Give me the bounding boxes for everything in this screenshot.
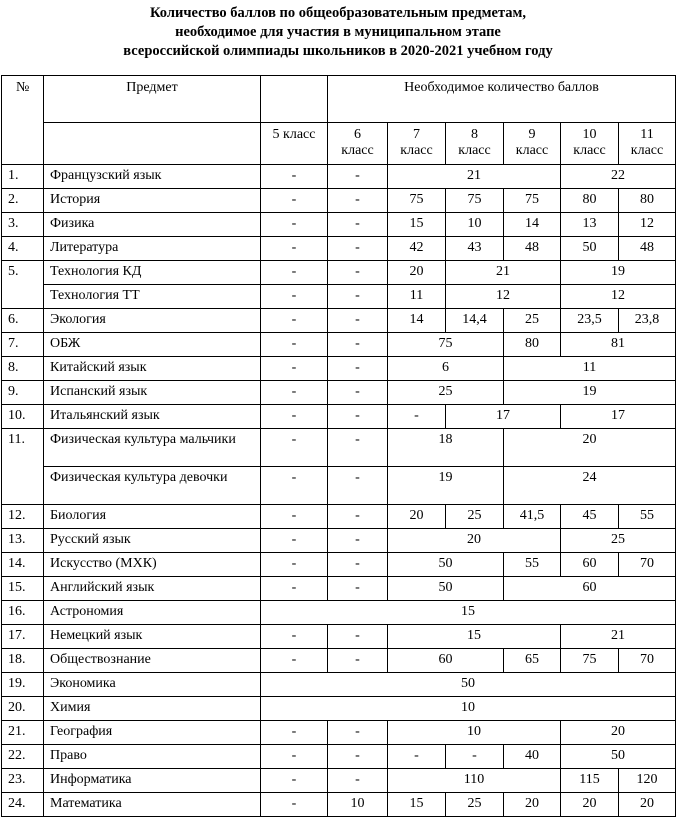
score-cell: 20 — [504, 793, 561, 817]
score-cell: 25 — [561, 529, 676, 553]
subject-name: Физическая культура мальчики — [44, 429, 261, 467]
table-row — [2, 381, 676, 405]
subject-name: История — [44, 189, 261, 213]
subject-name: Искусство (МХК) — [44, 553, 261, 577]
score-cell: 6 — [388, 357, 504, 381]
score-cell: 75 — [561, 649, 619, 673]
row-number: 16. — [2, 601, 44, 625]
table-row — [2, 697, 676, 721]
table-row — [2, 165, 676, 189]
header-grade-7: 7 класс — [388, 123, 446, 165]
subject-name: Биология — [44, 505, 261, 529]
score-cell: 13 — [561, 213, 619, 237]
score-cell: - — [328, 405, 388, 429]
table-row — [2, 429, 676, 467]
score-cell: 55 — [619, 505, 676, 529]
score-cell: 50 — [388, 577, 504, 601]
score-cell: 60 — [504, 577, 676, 601]
document-title — [0, 4, 676, 61]
subject-name: Французский язык — [44, 165, 261, 189]
score-cell: 19 — [561, 261, 676, 285]
score-cell: - — [328, 577, 388, 601]
row-number: 13. — [2, 529, 44, 553]
score-cell: 75 — [504, 189, 561, 213]
header-subject-sub — [44, 123, 261, 165]
score-cell: 55 — [504, 553, 561, 577]
row-number: 19. — [2, 673, 44, 697]
score-cell: - — [261, 285, 328, 309]
table-row — [2, 467, 676, 505]
score-cell: - — [328, 381, 388, 405]
score-cell: 15 — [388, 625, 561, 649]
subject-name: Английский язык — [44, 577, 261, 601]
score-cell: 21 — [561, 625, 676, 649]
score-cell: - — [328, 625, 388, 649]
score-cell: 14 — [388, 309, 446, 333]
score-cell: 60 — [561, 553, 619, 577]
table-row — [2, 745, 676, 769]
row-number: 8. — [2, 357, 44, 381]
table-row — [2, 529, 676, 553]
score-cell: 20 — [388, 261, 446, 285]
score-cell: 20 — [561, 793, 619, 817]
table-row — [2, 309, 676, 333]
score-cell: 50 — [561, 237, 619, 261]
row-number: 20. — [2, 697, 44, 721]
score-cell: 17 — [561, 405, 676, 429]
score-cell: 80 — [619, 189, 676, 213]
subject-name: География — [44, 721, 261, 745]
score-cell: 12 — [446, 285, 561, 309]
score-cell: - — [261, 237, 328, 261]
subject-name: Экономика — [44, 673, 261, 697]
score-cell: 24 — [504, 467, 676, 505]
score-cell: 42 — [388, 237, 446, 261]
header-grade-5: 5 класс — [261, 123, 328, 165]
score-cell: 70 — [619, 553, 676, 577]
row-number: 22. — [2, 745, 44, 769]
score-cell: 20 — [619, 793, 676, 817]
score-cell: - — [328, 333, 388, 357]
subject-name: Обществознание — [44, 649, 261, 673]
score-cell: - — [328, 467, 388, 505]
score-cell: - — [261, 649, 328, 673]
row-number: 3. — [2, 213, 44, 237]
score-cell: - — [328, 165, 388, 189]
score-cell: - — [328, 285, 388, 309]
subject-name: Экология — [44, 309, 261, 333]
score-cell: 15 — [261, 601, 676, 625]
score-cell: - — [328, 213, 388, 237]
score-cell: 12 — [619, 213, 676, 237]
table-row — [2, 625, 676, 649]
score-cell: 10 — [261, 697, 676, 721]
score-cell: 12 — [561, 285, 676, 309]
row-number: 6. — [2, 309, 44, 333]
score-cell: 15 — [388, 213, 446, 237]
subject-name: Физическая культура девочки — [44, 467, 261, 505]
score-cell: 50 — [561, 745, 676, 769]
score-cell: 45 — [561, 505, 619, 529]
score-cell: 15 — [388, 793, 446, 817]
score-cell: 25 — [388, 381, 504, 405]
score-cell: 21 — [446, 261, 561, 285]
title-line-1: Количество баллов по общеобразовательным предметам, — [150, 5, 526, 21]
score-cell: - — [261, 405, 328, 429]
score-cell: 21 — [388, 165, 561, 189]
header-grade-8: 8 класс — [446, 123, 504, 165]
table-row — [2, 333, 676, 357]
score-cell: - — [328, 309, 388, 333]
score-cell: - — [328, 649, 388, 673]
table-row — [2, 577, 676, 601]
score-cell: 19 — [504, 381, 676, 405]
score-cell: - — [328, 553, 388, 577]
subject-name: Итальянский язык — [44, 405, 261, 429]
score-cell: - — [261, 625, 328, 649]
score-cell: 65 — [504, 649, 561, 673]
score-cell: 22 — [561, 165, 676, 189]
score-cell: 25 — [446, 505, 504, 529]
score-cell: - — [388, 745, 446, 769]
score-cell: - — [261, 165, 328, 189]
table-row — [2, 721, 676, 745]
row-number: 5. — [2, 261, 44, 309]
score-cell: - — [328, 261, 388, 285]
subject-name: Физика — [44, 213, 261, 237]
score-cell: - — [261, 769, 328, 793]
subject-name: Испанский язык — [44, 381, 261, 405]
score-cell: 120 — [619, 769, 676, 793]
score-cell: 18 — [388, 429, 504, 467]
score-cell: - — [328, 745, 388, 769]
score-cell: - — [261, 357, 328, 381]
subject-name: Информатика — [44, 769, 261, 793]
subject-name: Право — [44, 745, 261, 769]
score-cell: - — [261, 381, 328, 405]
header-grade-6: 6 класс — [328, 123, 388, 165]
score-cell: 17 — [446, 405, 561, 429]
row-number: 2. — [2, 189, 44, 213]
score-cell: - — [328, 529, 388, 553]
score-cell: - — [328, 237, 388, 261]
header-number: № — [2, 76, 44, 165]
subject-name: Китайский язык — [44, 357, 261, 381]
table-row — [2, 673, 676, 697]
table-row — [2, 213, 676, 237]
score-cell: 60 — [388, 649, 504, 673]
score-cell: - — [261, 505, 328, 529]
row-number: 4. — [2, 237, 44, 261]
scores-table — [1, 75, 676, 817]
score-cell: - — [261, 309, 328, 333]
header-grade-10: 10 класс — [561, 123, 619, 165]
subject-name: Астрономия — [44, 601, 261, 625]
score-cell: - — [261, 333, 328, 357]
score-cell: 75 — [388, 189, 446, 213]
score-cell: 10 — [446, 213, 504, 237]
subject-name: Немецкий язык — [44, 625, 261, 649]
score-cell: 75 — [446, 189, 504, 213]
score-cell: 10 — [328, 793, 388, 817]
score-cell: 50 — [261, 673, 676, 697]
score-cell: - — [261, 577, 328, 601]
score-cell: 20 — [504, 429, 676, 467]
score-cell: 80 — [561, 189, 619, 213]
row-number: 1. — [2, 165, 44, 189]
score-cell: 23,5 — [561, 309, 619, 333]
score-cell: - — [261, 721, 328, 745]
header-grade-9: 9 класс — [504, 123, 561, 165]
score-cell: - — [328, 505, 388, 529]
score-cell: 25 — [504, 309, 561, 333]
header-grade-11: 11 класс — [619, 123, 676, 165]
table-row — [2, 237, 676, 261]
table-row — [2, 649, 676, 673]
row-number: 12. — [2, 505, 44, 529]
score-cell: 23,8 — [619, 309, 676, 333]
table-row — [2, 261, 676, 285]
score-cell: - — [328, 357, 388, 381]
score-cell: - — [261, 261, 328, 285]
subject-name: Технология ТТ — [44, 285, 261, 309]
score-cell: - — [261, 529, 328, 553]
subject-name: Литература — [44, 237, 261, 261]
score-cell: 75 — [388, 333, 504, 357]
score-cell: 19 — [388, 467, 504, 505]
score-cell: 48 — [619, 237, 676, 261]
score-cell: - — [261, 553, 328, 577]
score-cell: - — [261, 467, 328, 505]
score-cell: - — [328, 769, 388, 793]
score-cell: 110 — [388, 769, 561, 793]
score-cell: - — [328, 721, 388, 745]
row-number: 24. — [2, 793, 44, 817]
title-line-3: всероссийской олимпиады школьников в 2020-2021 учебном году — [123, 43, 553, 59]
row-number: 17. — [2, 625, 44, 649]
score-cell: 20 — [388, 505, 446, 529]
table-body — [2, 165, 676, 817]
score-cell: - — [328, 189, 388, 213]
header-required-points: Необходимое количество баллов — [328, 76, 676, 123]
row-number: 10. — [2, 405, 44, 429]
score-cell: - — [261, 793, 328, 817]
score-cell: 11 — [504, 357, 676, 381]
score-cell: 41,5 — [504, 505, 561, 529]
score-cell: 40 — [504, 745, 561, 769]
score-cell: 14 — [504, 213, 561, 237]
score-cell: 20 — [561, 721, 676, 745]
score-cell: 50 — [388, 553, 504, 577]
row-number: 23. — [2, 769, 44, 793]
row-number: 21. — [2, 721, 44, 745]
score-cell: 10 — [388, 721, 561, 745]
subject-name: Химия — [44, 697, 261, 721]
title-line-2: необходимое для участия в муниципальном этапе — [175, 24, 501, 40]
table-row — [2, 505, 676, 529]
row-number: 15. — [2, 577, 44, 601]
score-cell: 115 — [561, 769, 619, 793]
subject-name: Математика — [44, 793, 261, 817]
score-cell: - — [261, 429, 328, 467]
table-row — [2, 405, 676, 429]
score-cell: 11 — [388, 285, 446, 309]
row-number: 18. — [2, 649, 44, 673]
table-row — [2, 601, 676, 625]
table-row — [2, 769, 676, 793]
score-cell: - — [446, 745, 504, 769]
table-row — [2, 793, 676, 817]
row-number: 14. — [2, 553, 44, 577]
score-cell: - — [261, 189, 328, 213]
score-cell: - — [388, 405, 446, 429]
header-subject: Предмет — [44, 76, 261, 123]
score-cell: - — [328, 429, 388, 467]
header-empty — [261, 76, 328, 123]
table-row — [2, 189, 676, 213]
score-cell: 20 — [388, 529, 561, 553]
table-row — [2, 553, 676, 577]
subject-name: ОБЖ — [44, 333, 261, 357]
row-number: 11. — [2, 429, 44, 505]
score-cell: 14,4 — [446, 309, 504, 333]
subject-name: Технология КД — [44, 261, 261, 285]
row-number: 9. — [2, 381, 44, 405]
score-cell: 80 — [504, 333, 561, 357]
score-cell: 48 — [504, 237, 561, 261]
score-cell: - — [261, 213, 328, 237]
score-cell: 25 — [446, 793, 504, 817]
score-cell: 81 — [561, 333, 676, 357]
score-cell: 70 — [619, 649, 676, 673]
score-cell: 43 — [446, 237, 504, 261]
table-row — [2, 357, 676, 381]
table-row — [2, 285, 676, 309]
subject-name: Русский язык — [44, 529, 261, 553]
row-number: 7. — [2, 333, 44, 357]
score-cell: - — [261, 745, 328, 769]
